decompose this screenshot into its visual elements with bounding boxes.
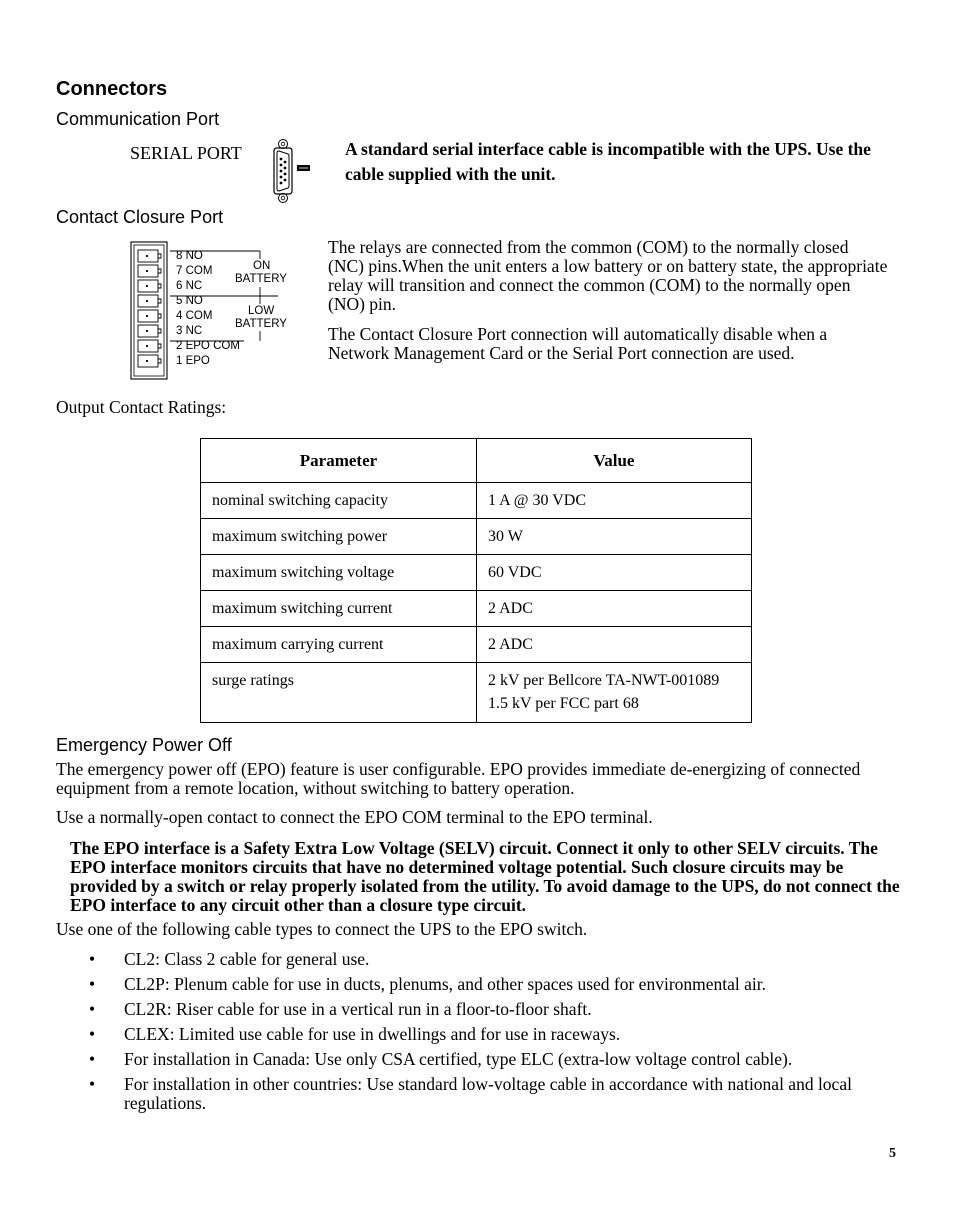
parameter-cell: maximum switching power [201,519,477,555]
table-row [201,483,752,519]
bullet: • [89,1049,96,1069]
contact-closure-disable-note: The Contact Closure Port connection will automatically disable when a Network Management Card or the Serial Port connection are used. [328,324,828,363]
subheading-emergency-power-off: Emergency Power Off [56,735,232,755]
table-row [201,627,752,663]
epo-cable-intro: Use one of the following cable types to connect the UPS to the EPO switch. [56,919,588,939]
value-cell: 2 ADC [477,591,752,627]
table-header-row [201,439,752,483]
epo-connection-instruction: Use a normally-open contact to connect the EPO COM terminal to the EPO terminal. [56,807,653,827]
list-item [56,1075,901,1113]
section-heading-connectors: Connectors [56,78,168,100]
pin-label-2: 2 EPO COM [176,340,240,352]
parameter-cell: maximum switching voltage [201,555,477,591]
output-ratings-table [200,438,752,723]
epo-description: The emergency power off (EPO) feature is user configurable. EPO provides immediate de-energizing of connected equipment from a remote location, without switching to battery operation. [56,759,861,798]
list-item [56,1000,901,1019]
list-item-text: For installation in other countries: Use standard low-voltage cable in accordance with national and local regulations. [124,1074,852,1113]
value-cell: 1 A @ 30 VDC [477,483,752,519]
list-item [56,975,901,994]
surge-value-line-1: 2 kV per Bellcore TA-NWT-001089 [488,672,720,689]
bullet: • [89,949,96,969]
list-item [56,1050,901,1069]
value-cell: 30 W [477,519,752,555]
pin-label-1: 1 EPO [176,355,210,367]
pin-label-6: 6 NC [176,280,203,292]
list-item-text: CL2: Class 2 cable for general use. [124,949,370,969]
serial-port-label: SERIAL PORT [130,143,242,163]
table-row [201,519,752,555]
bullet: • [89,1024,96,1044]
list-item-text: CL2R: Riser cable for use in a vertical run in a floor-to-floor shaft. [124,999,592,1019]
bullet: • [89,999,96,1019]
list-item [56,1025,901,1044]
surge-value-line-2: 1.5 kV per FCC part 68 [488,695,639,712]
bullet: • [89,1074,96,1094]
list-item [56,950,901,969]
table-row [201,555,752,591]
list-item-text: CL2P: Plenum cable for use in ducts, plenums, and other spaces used for environmental air. [124,974,767,994]
table-row [201,663,752,723]
value-cell: 2 ADC [477,627,752,663]
pin-label-8: 8 NO [176,250,203,262]
value-cell [477,663,752,723]
contact-closure-description: The relays are connected from the common (COM) to the normally closed (NC) pins.When the unit enters a low battery or on battery state, the appropriate relay will transition and connect the common (COM) to the normally open (NO) pin. [328,237,888,314]
output-contact-ratings-label: Output Contact Ratings: [56,397,227,417]
serial-port-connector-icon [266,138,314,204]
bullet: • [89,974,96,994]
table-row [201,591,752,627]
list-item-text: CLEX: Limited use cable for use in dwellings and for use in raceways. [124,1024,621,1044]
parameter-cell: maximum carrying current [201,627,477,663]
pin-label-4: 4 COM [176,310,213,322]
epo-cable-type-list [56,950,901,1119]
parameter-cell: nominal switching capacity [201,483,477,519]
value-cell: 60 VDC [477,555,752,591]
pin-label-3: 3 NC [176,325,203,337]
subheading-contact-closure-port: Contact Closure Port [56,207,224,227]
pin-label-5: 5 NO [176,295,203,307]
low-battery-label-line2: BATTERY [235,318,287,330]
column-header-parameter: Parameter [201,439,477,483]
list-item-text: For installation in Canada: Use only CSA certified, type ELC (extra-low voltage control cable). [124,1049,793,1069]
on-battery-label-line2: BATTERY [235,273,287,285]
column-header-value: Value [477,439,752,483]
parameter-cell: maximum switching current [201,591,477,627]
serial-cable-warning: A standard serial interface cable is incompatible with the UPS. Use the cable supplied with the unit. [345,139,871,184]
parameter-cell: surge ratings [201,663,477,723]
page-number: 5 [889,1146,896,1161]
on-battery-label-line1: ON [253,260,271,272]
low-battery-label-line1: LOW [248,305,275,317]
epo-selv-warning: The EPO interface is a Safety Extra Low Voltage (SELV) circuit. Connect it only to other SELV circuits. The EPO interface monitors circuits that have no determined voltage potential. Such closure circuits may be provided by a switch or relay properly isolated from the utility. To avoid damage to the UPS, do not connect the EPO interface to any circuit other than a closure type circuit. [70,838,900,915]
subheading-communication-port: Communication Port [56,109,220,129]
pin-label-7: 7 COM [176,265,213,277]
